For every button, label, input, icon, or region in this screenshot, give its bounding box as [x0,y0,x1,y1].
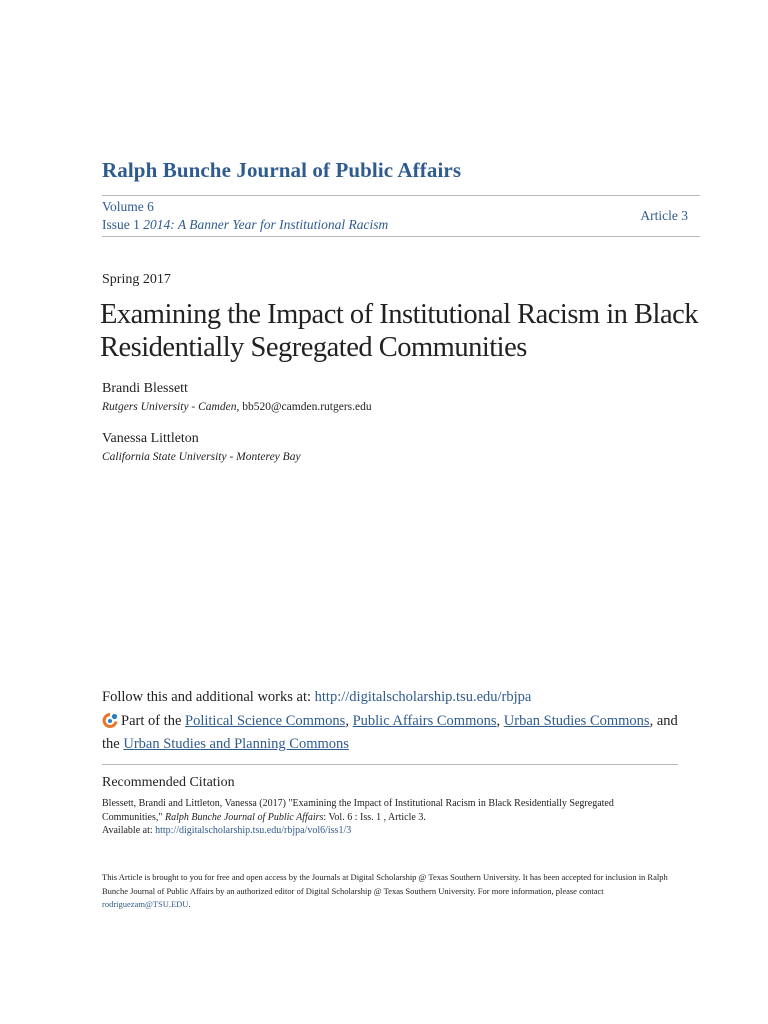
author-name: Vanessa Littleton [102,431,199,446]
notice-end: . [188,899,191,909]
header-rule-bottom [102,236,700,237]
author-affiliation [102,451,301,463]
notice-text: This Article is brought to you for free and open access by the Journals at Digital Scholarship @ Texas Southern University. It has been accepted for inclusion in Ralph Bunche Journal of Public Affairs by an authorized editor of Digital Scholarship @ Texas Southern University. For more information, please contact [102,872,668,896]
contact-email-link[interactable]: rodriguezam@TSU.EDU [102,899,189,909]
issue-link[interactable] [102,217,388,233]
author-affiliation [102,401,372,413]
issue-name: 2014: A Banner Year for Institutional Racism [143,217,389,232]
separator: , [345,713,353,729]
follow-line [102,689,531,706]
citation-body [102,797,682,838]
urban-studies-commons-link[interactable]: Urban Studies Commons [503,713,650,729]
article-title: Examining the Impact of Institutional Racism in Black Residentially Segregated Communities [100,299,698,363]
available-label: Available at: [102,825,156,836]
author-name: Brandi Blessett [102,381,188,396]
commons-prefix: Part of the [121,713,186,729]
network-commons-icon [102,713,119,734]
public-affairs-commons-link[interactable]: Public Affairs Commons [352,713,497,729]
follow-text: Follow this and additional works at: [102,689,315,705]
article-number-link[interactable]: Article 3 [640,208,688,223]
header-rule-top [102,195,700,196]
author-institution: California State University - Monterey Bay [102,451,301,463]
political-science-commons-link[interactable]: Political Science Commons [185,713,346,729]
citation-heading: Recommended Citation [102,775,235,790]
citation-rule [102,764,678,765]
author-email: , bb520@camden.rutgers.edu [236,401,372,413]
article-url-link[interactable]: http://digitalscholarship.tsu.edu/rbjpa/vol6/iss1/3 [155,825,352,836]
urban-planning-commons-link[interactable]: Urban Studies and Planning Commons [123,736,349,752]
citation-line: Blessett, Brandi and Littleton, Vanessa (2017) "Examining the Impact of Institutional Racism in Black Residentially Segregated [102,798,614,809]
issue-number: Issue 1 [102,217,140,232]
citation-line: Communities," [102,811,165,823]
access-notice [102,871,682,912]
publication-date: Spring 2017 [102,272,171,287]
journal-title[interactable]: Ralph Bunche Journal of Public Affairs [102,158,462,182]
citation-journal: Ralph Bunche Journal of Public Affairs [164,811,324,823]
commons-block [102,711,702,754]
separator: , [496,713,504,729]
commons-the: the [102,736,124,752]
repository-link[interactable]: http://digitalscholarship.tsu.edu/rbjpa [314,689,532,705]
separator: , and [649,713,678,729]
citation-line: : Vol. 6 : Iss. 1 , Article 3. [323,811,426,823]
author-institution: Rutgers University - Camden [102,401,237,413]
volume-link[interactable]: Volume 6 [102,199,154,214]
